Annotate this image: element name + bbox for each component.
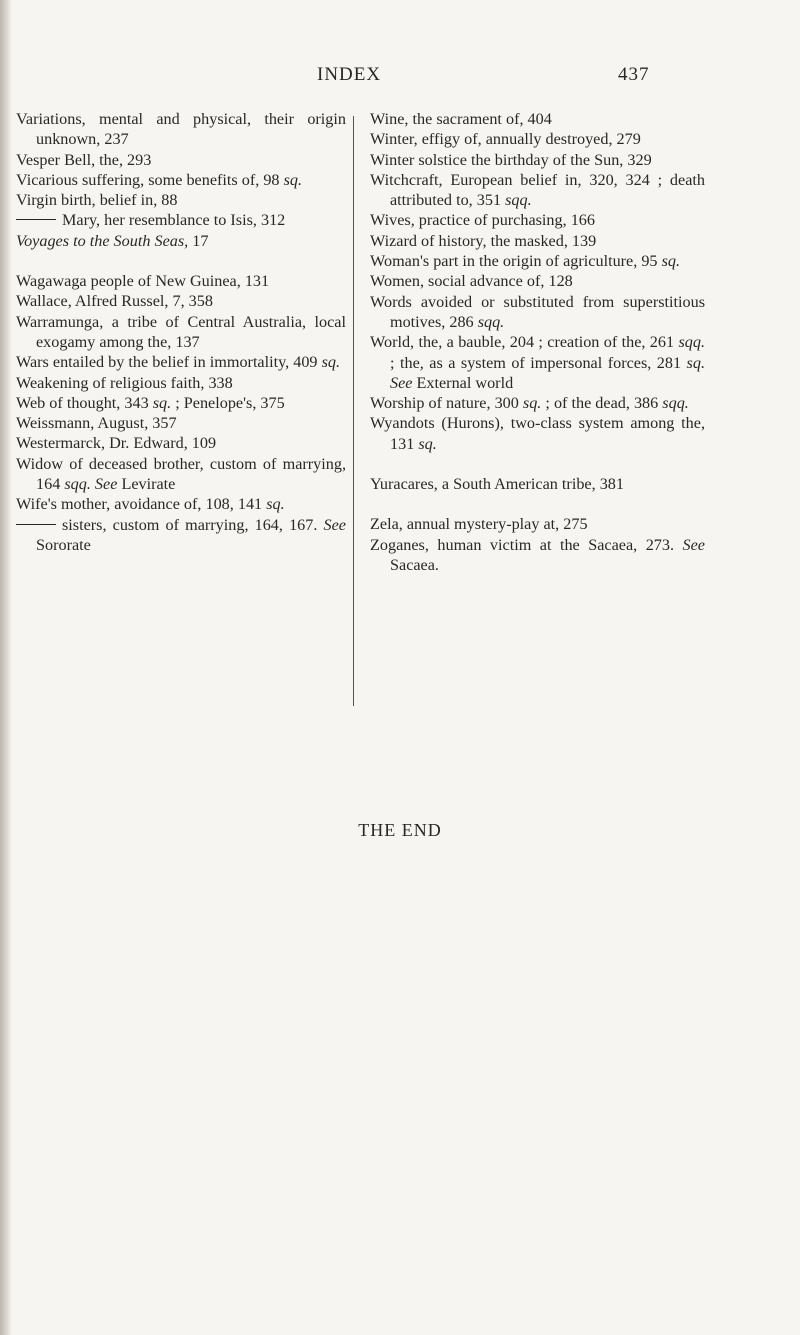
entry-text: Witchcraft, European belief in, 320, 324 ; death attributed to, 351 (370, 170, 705, 210)
index-entry (370, 109, 705, 129)
index-entry (16, 413, 346, 433)
entry-sq: sq. (418, 434, 437, 453)
entry-text: Wars entailed by the belief in immortality, 409 (16, 353, 322, 372)
index-entry (370, 231, 705, 251)
index-subentry (16, 210, 346, 230)
entry-text: Virgin birth, belief in, 88 (16, 191, 178, 210)
index-entry (370, 210, 705, 230)
index-entry (16, 231, 346, 251)
index-entry (370, 271, 705, 291)
entry-sq: sq. (321, 353, 341, 372)
see-target: Sacaea. (390, 555, 439, 574)
entry-text: Wyandots (Hurons), two-class system among the, 131 (370, 414, 705, 453)
entry-text: Vicarious suffering, some benefits of, 98 (16, 170, 284, 189)
entry-text: Mary, her resemblance to Isis, 312 (62, 211, 286, 230)
index-entry (370, 251, 705, 271)
entry-text: Zoganes, human victim at the Sacaea, 273. (370, 535, 683, 554)
entry-sq: sqq. (678, 333, 705, 352)
entry-text: Vesper Bell, the, 293 (16, 150, 152, 169)
index-entry (370, 150, 705, 170)
entry-sq: sq. (283, 170, 303, 189)
entry-text: Wagawaga people of New Guinea, 131 (16, 272, 270, 291)
entry-text: Words avoided or substituted from superstitious motives, 286 (370, 292, 705, 331)
entry-text: Zela, annual mystery-play at, 275 (370, 515, 588, 534)
index-entry (16, 494, 346, 514)
entry-text: Weakening of religious faith, 338 (16, 373, 233, 392)
index-column-left (16, 109, 346, 555)
the-end-label: THE END (358, 820, 442, 840)
entry-text: Yuracares, a South American tribe, 381 (370, 475, 624, 494)
entry-text: World, the, a bauble, 204 ; creation of the, 261 (370, 333, 679, 352)
entry-sq: sq. (152, 393, 172, 412)
see-target: Levirate (117, 475, 176, 494)
index-entry (16, 150, 346, 170)
index-entry (370, 292, 705, 333)
entry-text: Wine, the sacrament of, 404 (370, 110, 552, 128)
entry-sq: sq. (266, 495, 285, 514)
entry-text: Women, social advance of, 128 (370, 272, 573, 291)
entry-text: sisters, custom of marrying, 164, 167. (62, 515, 324, 534)
repeat-dash (16, 219, 56, 220)
index-entry (16, 373, 346, 393)
entry-text: Worship of nature, 300 (370, 394, 523, 413)
index-entry (16, 291, 346, 311)
index-entry (16, 454, 346, 495)
index-subentry (16, 515, 346, 556)
index-entry (370, 332, 705, 393)
entry-text: Wizard of history, the masked, 139 (370, 231, 597, 250)
index-entry (370, 514, 705, 534)
index-entry (16, 433, 346, 453)
entry-sq: sqq. (662, 394, 689, 413)
see-reference: See (390, 373, 413, 392)
section-gap (370, 494, 705, 514)
entry-sq: sq. (522, 394, 542, 413)
see-reference: See (682, 535, 705, 554)
index-entry (370, 413, 705, 454)
index-entry (370, 535, 705, 576)
entry-sq: sqq. (505, 191, 532, 210)
page-number: 437 (618, 64, 650, 85)
entry-text: Winter solstice the birthday of the Sun, 329 (370, 150, 652, 169)
entry-sq: sqq. (477, 312, 505, 331)
index-entry (370, 393, 705, 413)
entry-text-continued: ; of the dead, 386 (541, 394, 663, 413)
entry-text: 17 (188, 231, 209, 250)
entry-text: Widow of deceased brother, custom of marrying, 164 (16, 454, 346, 494)
see-reference: See (94, 475, 118, 494)
entry-text: Wives, practice of purchasing, 166 (370, 211, 595, 230)
column-divider (353, 116, 354, 706)
entry-sq: sq. (686, 353, 705, 372)
repeat-dash (16, 524, 56, 525)
page-title: INDEX (317, 64, 382, 85)
index-entry (16, 170, 346, 190)
index-entry (370, 129, 705, 149)
index-entry (16, 190, 346, 210)
entry-text: Warramunga, a tribe of Central Australia, local exogamy among the, 137 (16, 312, 346, 351)
section-gap (370, 454, 705, 474)
see-target: External world (412, 373, 514, 392)
entry-text: Weissmann, August, 357 (16, 414, 177, 433)
entry-text: Wife's mother, avoidance of, 108, 141 (16, 495, 267, 514)
see-target: Sororate (36, 535, 91, 554)
entry-text: Woman's part in the origin of agriculture, 95 (370, 252, 662, 271)
entry-text: Winter, effigy of, annually destroyed, 279 (370, 130, 641, 149)
entry-title-italic: Voyages to the South Seas, (16, 231, 189, 250)
running-head (0, 64, 800, 94)
index-entry (16, 312, 346, 353)
entry-text: Web of thought, 343 (16, 393, 153, 412)
index-column-right (370, 109, 705, 575)
entry-text-continued: ; the, as a system of impersonal forces, 281 (390, 353, 687, 372)
entry-text: Variations, mental and physical, their origin unknown, 237 (16, 110, 346, 149)
entry-text-continued: ; Penelope's, 375 (171, 393, 285, 412)
index-entry (16, 109, 346, 150)
entry-text: Westermarck, Dr. Edward, 109 (16, 434, 217, 453)
see-reference: See (323, 515, 346, 534)
index-entry (370, 170, 705, 211)
index-entry (16, 271, 346, 291)
index-entry (16, 393, 346, 413)
index-entry (370, 474, 705, 494)
entry-sq: sq. (661, 252, 681, 271)
entry-text: Wallace, Alfred Russel, 7, 358 (16, 292, 213, 311)
entry-sq: sqq. (64, 475, 91, 494)
section-gap (16, 251, 346, 271)
index-entry (16, 352, 346, 372)
